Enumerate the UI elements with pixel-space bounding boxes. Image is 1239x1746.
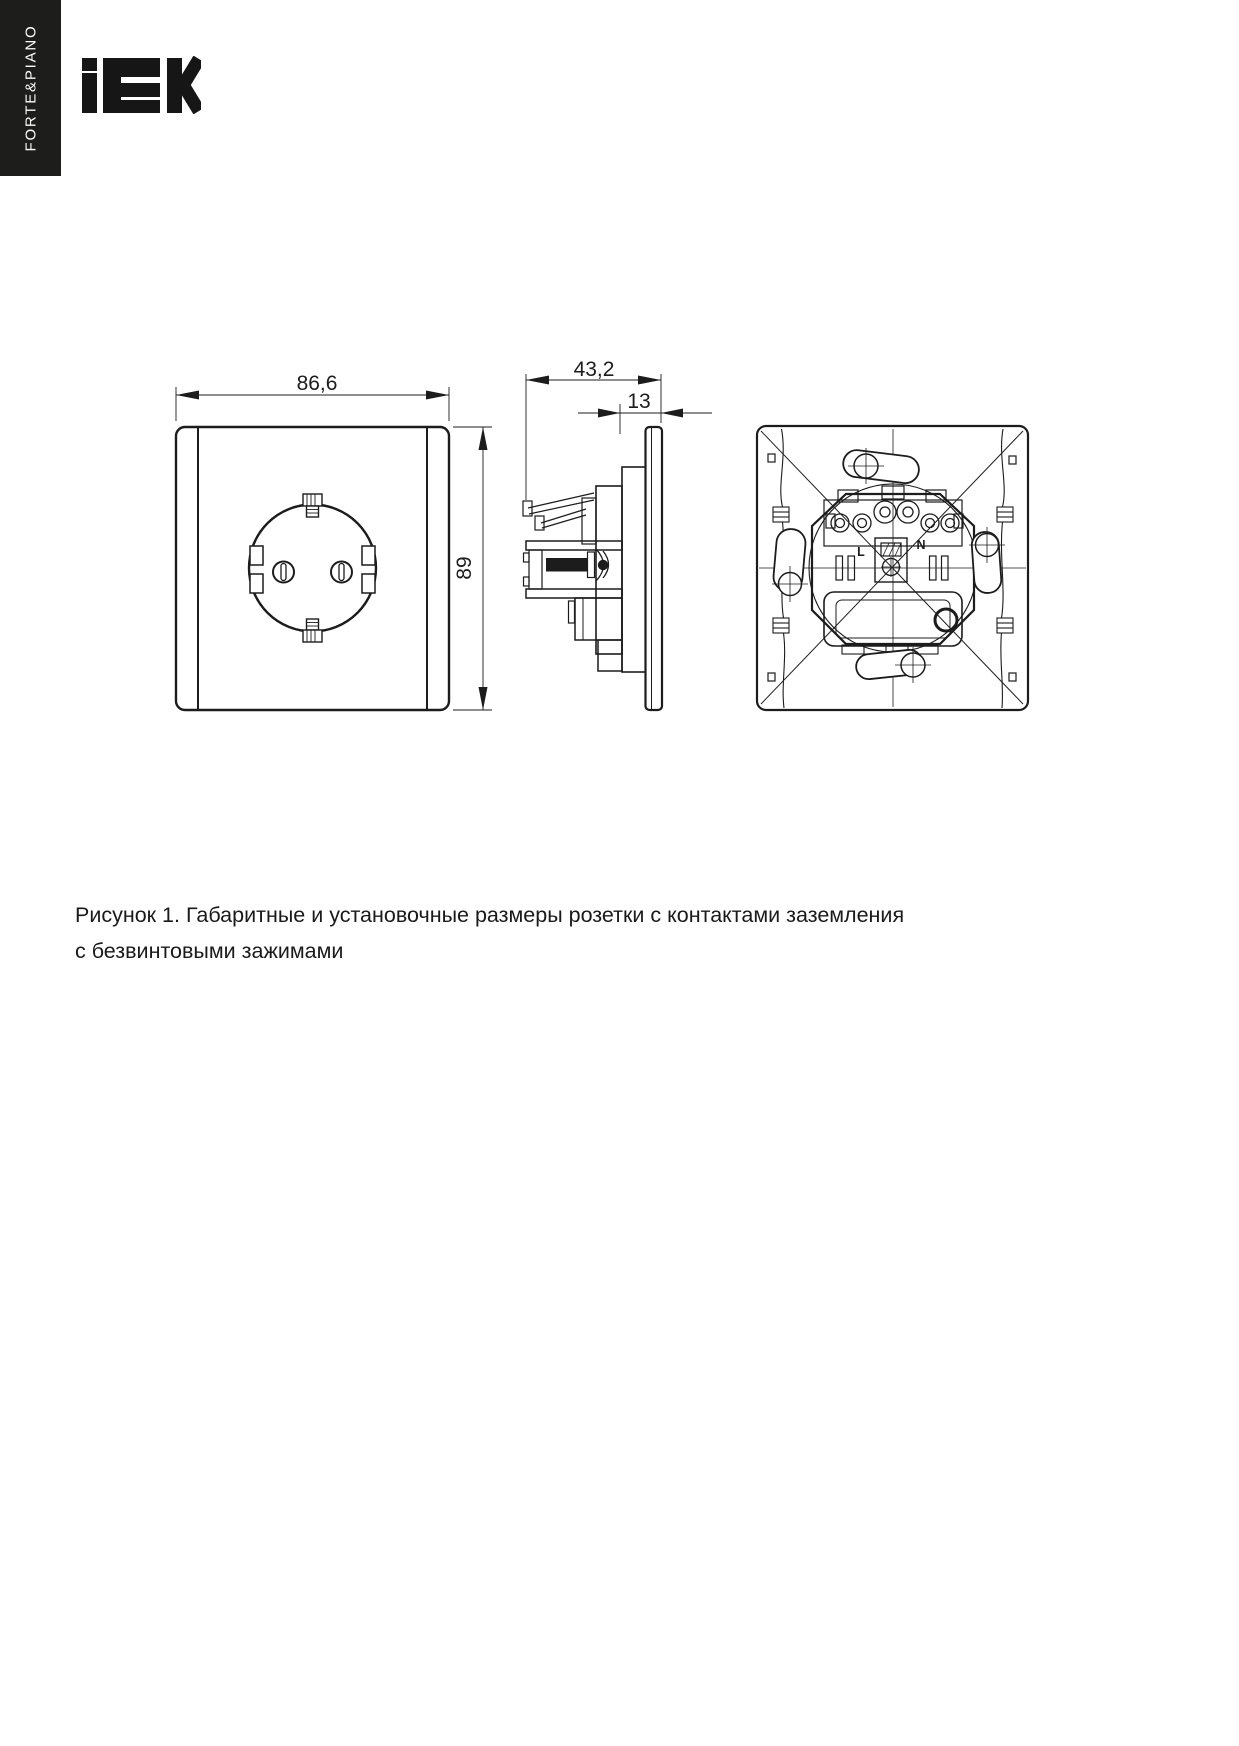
dim-side-depth-label: 43,2 [573,358,615,381]
dim-side-front-depth-label: 13 [627,390,651,413]
dim-front-height [453,427,492,710]
dim-side-depth [526,358,661,500]
dim-side-front-depth [578,390,712,434]
socket-side-tabs [250,546,375,593]
series-label: FORTE&PIANO [22,24,39,152]
dim-front-width-label: 86,6 [296,372,338,395]
side-view [523,427,662,710]
front-view [176,427,449,710]
mounting-claws [772,448,1005,683]
earth-contact-bottom [303,619,322,642]
dim-front-width [176,372,449,421]
rear-view [757,426,1028,710]
side-screw [546,558,589,572]
figure-caption-line1: Рисунок 1. Габаритные и установочные размеры розетки с контактами заземления [75,903,905,927]
terminal-n-label: N [916,538,926,552]
central-fixing [875,538,907,582]
dim-front-height-label: 89 [453,556,476,580]
earth-contact-top [303,494,322,517]
figure-caption [75,897,975,969]
terminal-l-label: L [857,545,865,559]
pin-holes [273,562,352,583]
figure-caption-line2: с безвинтовыми зажимами [75,939,344,963]
